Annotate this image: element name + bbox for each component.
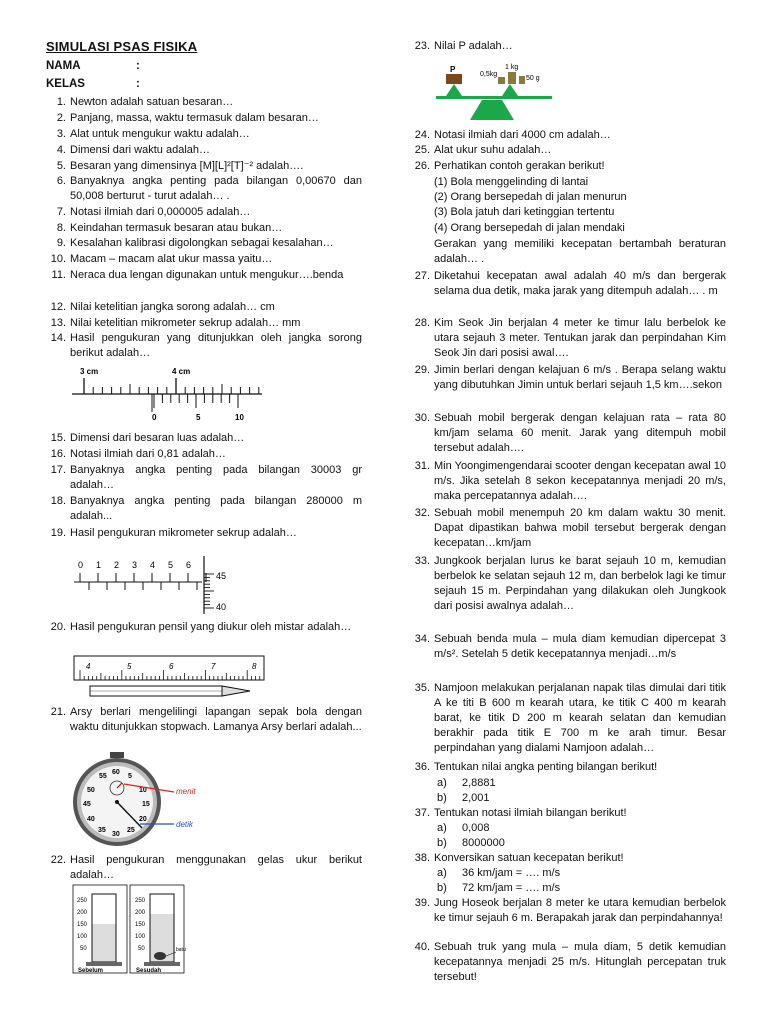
question-number: 23. <box>414 40 430 52</box>
micrometer-num-1: 1 <box>96 560 102 570</box>
question-text: Neraca dua lengan digunakan untuk mengukur….benda <box>70 269 344 281</box>
q38-item-b <box>437 881 561 896</box>
question-number: 16. <box>50 448 66 460</box>
nama-label: NAMA <box>46 60 81 72</box>
page-title: SIMULASI PSAS FISIKA <box>46 39 198 54</box>
balance-left-pan-support <box>446 84 462 96</box>
stopwatch-num-10: 10 <box>139 787 147 794</box>
balance-stand <box>470 100 514 120</box>
question-number: 2. <box>56 112 66 124</box>
micrometer-num-3: 3 <box>132 560 138 570</box>
ruler-num-5: 5 <box>127 662 132 671</box>
question-text: Notasi ilmiah dari 4000 cm adalah… <box>434 129 611 141</box>
question-text: Newton adalah satuan besaran… <box>70 96 234 108</box>
question-text: Jung Hoseok berjalan 8 meter ke utara kemudian berbelok ke timur sejauh 6 m. Berapakah jarak dan perpindahannya! <box>434 897 726 924</box>
question-text: Sebuah truk yang mula – mula diam, 5 detik kemudian kecepatannya menjadi 25 m/s. Hitunglah percepatan truk tersebut! <box>434 941 726 983</box>
question-text: Keindahan termasuk besaran atau bukan… <box>70 222 283 234</box>
question-number: 15. <box>50 432 66 444</box>
cylinder-before-caption: Sebelum <box>78 968 104 974</box>
question-text: Notasi ilmiah dari 0,000005 adalah… <box>70 206 251 218</box>
question-text: Hasil pengukuran mikrometer sekrup adalah… <box>70 527 297 539</box>
question-number: 27. <box>414 270 430 282</box>
item-letter: a) <box>437 822 447 834</box>
vernier-scale-label-0: 0 <box>152 413 157 422</box>
balance-weight-2 <box>508 72 516 84</box>
question-number: 5. <box>56 160 66 172</box>
question-number: 36. <box>414 761 430 773</box>
item-value: 36 km/jam = …. m/s <box>462 867 561 879</box>
cylinder-before-tick-200: 200 <box>77 910 88 916</box>
nama-colon: : <box>136 60 140 72</box>
question-number: 38. <box>414 852 430 864</box>
stopwatch-num-60: 60 <box>112 769 120 776</box>
vernier-main-ticks <box>84 378 262 394</box>
q26-item-2: (2) Orang bersepedah di jalan menurun <box>434 191 627 203</box>
question-text: Jimin berlari dengan kelajuan 6 m/s . Berapa selang waktu yang dibutuhkan Jimin untuk berlari sejauh 1,5 km….sekon <box>434 364 726 391</box>
question-number: 6. <box>56 175 66 187</box>
kelas-label: KELAS <box>46 78 85 90</box>
item-letter: b) <box>437 837 447 849</box>
question-number: 10. <box>50 253 66 265</box>
micrometer-num-2: 2 <box>114 560 120 570</box>
stopwatch-num-30: 30 <box>112 831 120 838</box>
question-text: Macam – macam alat ukur massa yaitu… <box>70 253 273 265</box>
stopwatch-center <box>115 800 119 804</box>
micrometer-num-4: 4 <box>150 560 156 570</box>
balance-mass-3: 50 g <box>526 75 540 82</box>
question-text: Sebuah mobil bergerak dengan kelajuan rata – rata 80 km/jam selama 60 menit. Jarak yang ditempuh mobil tersebut adalah…. <box>434 412 726 454</box>
ruler-num-7: 7 <box>211 662 216 671</box>
cylinder-before-liquid <box>92 924 116 962</box>
item-value: 2,8881 <box>462 777 496 789</box>
micrometer-number-row <box>78 560 191 570</box>
question-text: Nilai P adalah… <box>434 40 513 52</box>
q36-item-a <box>437 776 496 791</box>
question-number: 8. <box>56 222 66 234</box>
balance-mass-1: 0,5kg <box>480 71 498 78</box>
question-text: Perhatikan contoh gerakan berikut! <box>434 160 605 172</box>
cylinder-after-tick-150: 150 <box>135 922 146 928</box>
micrometer-num-6: 6 <box>186 560 192 570</box>
cylinder-before-tick-100: 100 <box>77 934 88 940</box>
question-text: Jungkook berjalan lurus ke barat sejauh 10 m, kemudian berbelok ke selatan sejauh 12 m, dan berbelok lagi ke timur sejauh 15 m. Perpindahan yang dilakukan oleh Jungkook dari posisi awalnya adalah… <box>434 555 726 612</box>
balance-p-label: P <box>450 65 456 74</box>
kelas-row <box>46 78 140 90</box>
vernier-caliper-figure <box>72 364 262 422</box>
question-number: 28. <box>414 317 430 329</box>
balance-figure <box>432 60 556 122</box>
q26-tail: Gerakan yang memiliki kecepatan bertambah beraturan adalah… . <box>434 238 726 265</box>
cylinder-stone <box>154 952 166 960</box>
question-text: Sebuah benda mula – mula diam kemudian dipercepat 3 m/s². Setelah 5 detik kecepatannya menjadi…m/s <box>434 633 726 660</box>
question-number: 18. <box>50 495 66 507</box>
balance-right-pan-support <box>502 84 518 96</box>
pencil-tip <box>222 686 250 696</box>
balance-weight-3 <box>519 76 525 84</box>
cylinder-stone-label: batu <box>176 947 186 953</box>
nama-row <box>46 60 140 72</box>
question-text: Tentukan notasi ilmiah bilangan berikut! <box>434 807 627 819</box>
question-number: 34. <box>414 633 430 645</box>
item-value: 72 km/jam = …. m/s <box>462 882 561 894</box>
question-text: Kim Seok Jin berjalan 4 meter ke timur lalu berbelok ke utara sejauh 3 meter. Tentukan jarak dan perpindahan Kim Seok Jin dari posisi awal…. <box>434 317 726 359</box>
question-text: Sebuah mobil menempuh 20 km dalam waktu 30 menit. Dapat dipastikan bahwa mobil tersebut bergerak dengan kecepatan…km/jam <box>434 507 726 549</box>
question-text: Notasi ilmiah dari 0,81 adalah… <box>70 448 226 460</box>
cylinder-after-tick-250: 250 <box>135 898 146 904</box>
cylinder-after-tick-200: 200 <box>135 910 146 916</box>
question-text: Nilai ketelitian jangka sorong adalah… cm <box>70 301 275 313</box>
stopwatch-num-35: 35 <box>98 827 106 834</box>
stopwatch-menit-label: menit <box>176 787 196 796</box>
question-number: 1. <box>56 96 66 108</box>
cylinder-after-base <box>144 962 180 966</box>
question-text: Alat untuk mengukur waktu adalah… <box>70 128 250 140</box>
question-number: 22. <box>50 854 66 866</box>
cylinder-after-tick-50: 50 <box>138 946 145 952</box>
question-text: Hasil pengukuran yang ditunjukkan oleh jangka sorong berikut adalah… <box>70 332 362 359</box>
question-number: 3. <box>56 128 66 140</box>
question-number: 13. <box>50 317 66 329</box>
question-text: Tentukan nilai angka penting bilangan berikut! <box>434 761 658 773</box>
question-text: Kesalahan kalibrasi digolongkan sebagai kesalahan… <box>70 237 334 249</box>
question-text: Banyaknya angka penting pada bilangan 0,00670 dan 50,008 berturut - turut adalah… . <box>70 175 362 202</box>
micrometer-num-0: 0 <box>78 560 84 570</box>
question-number: 39. <box>414 897 430 909</box>
micrometer-thimble-40: 40 <box>216 602 227 612</box>
q26-item-3: (3) Bola jatuh dari ketinggian tertentu <box>434 206 615 218</box>
item-letter: a) <box>437 867 447 879</box>
question-number: 40. <box>414 941 430 953</box>
question-number: 7. <box>56 206 66 218</box>
question-text: Dimensi dari besaran luas adalah… <box>70 432 245 444</box>
stopwatch-num-40: 40 <box>87 816 95 823</box>
balance-p-block <box>446 74 462 84</box>
question-number: 14. <box>50 332 66 344</box>
cylinder-before-ticks <box>77 898 88 952</box>
stopwatch-num-20: 20 <box>139 816 147 823</box>
question-number: 19. <box>50 527 66 539</box>
question-text: Konversikan satuan kecepatan berikut! <box>434 852 624 864</box>
cylinder-after-ticks <box>135 898 146 952</box>
stopwatch-detik-label: detik <box>176 820 193 829</box>
question-number: 33. <box>414 555 430 567</box>
vernier-main-label-b: 4 cm <box>172 367 191 376</box>
question-number: 37. <box>414 807 430 819</box>
measuring-cylinder-figure <box>72 884 192 976</box>
micrometer-figure <box>72 552 242 616</box>
stopwatch-num-15: 15 <box>142 801 150 808</box>
stopwatch-crown <box>110 752 124 758</box>
ruler-num-6: 6 <box>169 662 174 671</box>
cylinder-before-tick-50: 50 <box>80 946 87 952</box>
micrometer-num-5: 5 <box>168 560 174 570</box>
cylinder-after-caption: Sesudah <box>136 968 162 974</box>
ruler-num-8: 8 <box>252 662 257 671</box>
cylinder-before-tick-150: 150 <box>77 922 88 928</box>
question-number: 29. <box>414 364 430 376</box>
kelas-colon: : <box>136 78 140 90</box>
cylinder-after-tick-100: 100 <box>135 934 146 940</box>
stopwatch-figure <box>70 752 250 848</box>
question-number: 12. <box>50 301 66 313</box>
q38-item-a <box>437 866 561 881</box>
stopwatch-num-45: 45 <box>83 801 91 808</box>
question-number: 17. <box>50 464 66 476</box>
q26-item-1: (1) Bola menggelinding di lantai <box>434 176 589 188</box>
stopwatch-num-25: 25 <box>127 827 135 834</box>
balance-beam <box>436 96 552 99</box>
item-letter: b) <box>437 792 447 804</box>
question-text: Arsy berlari mengelilingi lapangan sepak bola dengan waktu ditunjukkan stopwach. Lamanya Arsy berlari adalah... <box>70 706 362 733</box>
q37-item-b <box>437 836 505 851</box>
question-number: 31. <box>414 460 430 472</box>
question-number: 35. <box>414 682 430 694</box>
q37-item-a <box>437 821 490 836</box>
question-text: Namjoon melakukan perjalanan napak tilas dimulai dari titik A ke titi B 600 m kearah utara, ke titik C 400 m kearah barat, ke titik D 200 m kearah selatan dan kemudian berakhir pada titik E 700 m ke arah timur. Besar perpindahan yang dialami Namjoon adalah… <box>434 682 726 754</box>
question-text: Banyaknya angka penting pada bilangan 280000 m adalah... <box>70 495 362 522</box>
micrometer-thimble-45: 45 <box>216 571 227 581</box>
question-text: Besaran yang dimensinya [M][L]²[T]⁻² adalah…. <box>70 160 304 172</box>
ruler-pencil-figure <box>72 654 268 704</box>
question-text: Hasil pengukuran pensil yang diukur oleh mistar adalah… <box>70 621 352 633</box>
vernier-scale-label-5: 5 <box>196 413 201 422</box>
question-number: 24. <box>414 129 430 141</box>
item-value: 0,008 <box>462 822 490 834</box>
item-letter: b) <box>437 882 447 894</box>
question-number: 11. <box>51 269 66 281</box>
item-letter: a) <box>437 777 447 789</box>
question-number: 20. <box>50 621 66 633</box>
stopwatch-num-5: 5 <box>128 773 132 780</box>
cylinder-before-base <box>86 962 122 966</box>
question-text: Alat ukur suhu adalah… <box>434 144 552 156</box>
question-text: Diketahui kecepatan awal adalah 40 m/s dan bergerak selama dua detik, maka jarak yang ditempuh adalah… . m <box>434 270 726 297</box>
question-number: 32. <box>414 507 430 519</box>
question-text: Dimensi dari waktu adalah… <box>70 144 211 156</box>
item-value: 8000000 <box>462 837 505 849</box>
q26-item-4: (4) Orang bersepedah di jalan mendaki <box>434 222 625 234</box>
question-text: Banyaknya angka penting pada bilangan 30003 gr adalah… <box>70 464 362 491</box>
stopwatch-num-55: 55 <box>99 773 107 780</box>
question-text: Min Yoongimengendarai scooter dengan kecepatan awal 10 m/s. Jika setelah 8 sekon kecepatannya menjadi 20 m/s, maka percepatannya adalah…. <box>434 460 726 502</box>
vernier-scale-label-10: 10 <box>235 413 244 422</box>
question-text: Nilai ketelitian mikrometer sekrup adalah… mm <box>70 317 301 329</box>
question-text: Hasil pengukuran menggunakan gelas ukur berikut adalah… <box>70 854 362 881</box>
question-number: 21. <box>50 706 66 718</box>
question-number: 9. <box>56 237 66 249</box>
vernier-scale-ticks <box>154 394 238 408</box>
stopwatch-num-50: 50 <box>87 787 95 794</box>
balance-mass-2: 1 kg <box>505 64 519 71</box>
question-number: 26. <box>414 160 430 172</box>
q36-item-b <box>437 791 490 806</box>
question-number: 4. <box>56 144 66 156</box>
question-text: Panjang, massa, waktu termasuk dalam besaran… <box>70 112 319 124</box>
balance-weight-1 <box>498 77 505 84</box>
ruler-num-4: 4 <box>86 662 91 671</box>
question-number: 25. <box>414 144 430 156</box>
item-value: 2,001 <box>462 792 490 804</box>
cylinder-before-tick-250: 250 <box>77 898 88 904</box>
vernier-main-label-a: 3 cm <box>80 367 99 376</box>
question-number: 30. <box>414 412 430 424</box>
